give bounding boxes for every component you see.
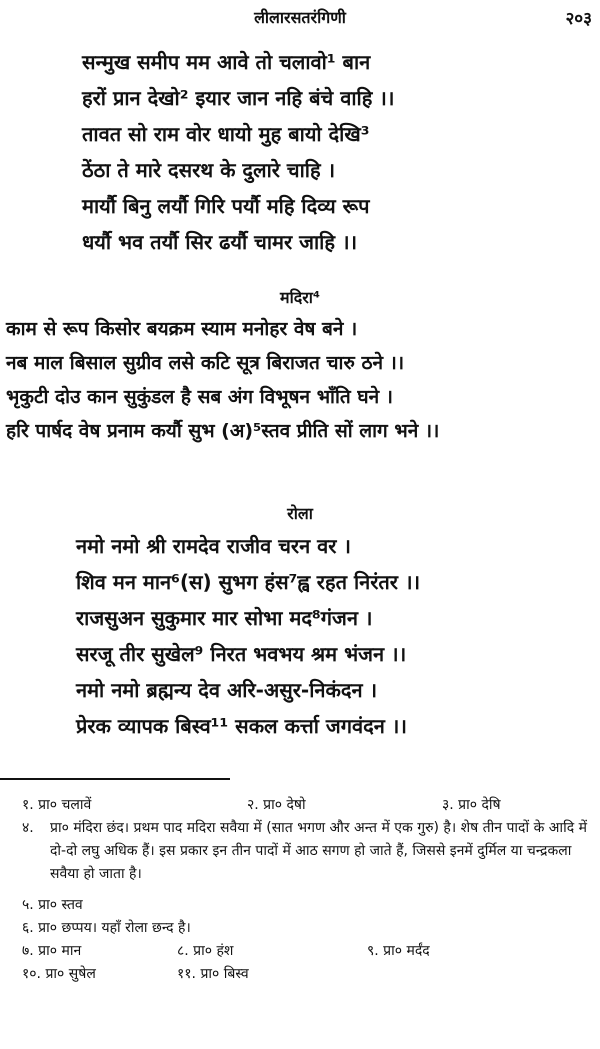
meter-heading: मदिरा⁴ xyxy=(280,288,320,307)
verse-line: राजसुअन सुकुमार मार सोभा मद⁸गंजन । xyxy=(76,606,373,630)
footnote-9: ९. प्रा० मर्दंद xyxy=(367,943,430,959)
footnote-row xyxy=(22,917,592,940)
verse-line: धर्यौ भव तर्यौ सिर ढर्यौ चामर जाहि ।। xyxy=(82,230,358,254)
rola-section xyxy=(0,500,600,744)
footnote-6: ६. प्रा० छप्पय। यहाँ रोला छन्द है। xyxy=(22,920,191,936)
footnote-row xyxy=(22,940,592,963)
footnote-row xyxy=(22,894,592,917)
stanza-one xyxy=(0,44,600,260)
footnote-11: ११. प्रा० बिस्व xyxy=(177,966,249,982)
verse-line: ठेंठा ते मारे दसरथ के दुलारे चाहि । xyxy=(82,158,336,182)
verse-line: हरों प्रान देखो² इयार जान नहि बंचे वाहि ।। xyxy=(82,86,395,110)
running-title: लीलारसतरंगिणी xyxy=(254,8,346,27)
verse-line: सरजू तीर सुखेल⁹ निरत भवभय श्रम भंजन ।। xyxy=(76,642,407,666)
verse-line: शिव मन मान⁶(स) सुभग हंस⁷ह्व रहत निरंतर ।। xyxy=(76,570,421,594)
page-number: २०३ xyxy=(565,9,592,29)
verse-line: हरि पार्षद वेष प्रनाम कर्यौ सुभ (अ)⁵स्तव प्रीति सों लाग भने ।। xyxy=(6,420,440,442)
madira-section xyxy=(0,284,600,448)
verse-line: नमो नमो श्री रामदेव राजीव चरन वर । xyxy=(76,534,351,558)
verse-line: नमो नमो ब्रह्मन्य देव अरि-असुर-निकंदन । xyxy=(76,678,378,702)
footnote-divider xyxy=(0,778,230,780)
footnote-1: १. प्रा० चलावें xyxy=(22,797,92,813)
footnote-4-text: प्रा० मंदिरा छंद। प्रथम पाद मदिरा सवैया में (सात भगण और अन्त में एक गुरु) है। शेष तीन पादों के आदि में दो-दो लघु अधिक हैं। इस प्रकार इन तीन पादों में आठ सगण हो जाते हैं, जिससे इनमें दुर्मिल या चन्द्रकला सवैया हो जाता है। xyxy=(50,820,587,882)
verse-line: मार्यौ बिनु लर्यौ गिरि पर्यौ महि दिव्य रूप xyxy=(82,194,370,218)
verse-line: प्रेरक व्यापक बिस्व¹¹ सकल कर्त्ता जगवंदन ।। xyxy=(76,714,407,738)
rola-lines xyxy=(0,528,600,744)
footnote-4-number: ४. xyxy=(22,820,34,836)
verse-line: तावत सो राम वोर धायो मुह बायो देखि³ xyxy=(82,122,370,146)
footnote-10: १०. प्रा० सुषेल xyxy=(22,966,96,982)
footnote-row xyxy=(22,963,592,986)
footnotes xyxy=(22,794,592,986)
footnote-4 xyxy=(22,817,592,886)
verse-line: नब माल बिसाल सुग्रीव लसे कटि सूत्र बिराजत चारु ठने ।। xyxy=(6,352,405,374)
footnote-8: ८. प्रा० हंश xyxy=(177,943,234,959)
madira-lines xyxy=(0,312,600,448)
footnote-row xyxy=(22,794,592,817)
footnote-2: २. प्रा० देषो xyxy=(247,797,306,813)
verse-line: सन्मुख समीप मम आवे तो चलावो¹ बान xyxy=(82,50,371,74)
footnote-7: ७. प्रा० मान xyxy=(22,943,82,959)
footnote-3: ३. प्रा० देषि xyxy=(442,797,501,813)
verse-line: भृकुटी दोउ कान सुकुंडल है सब अंग विभूषन भाँति घने । xyxy=(6,386,393,408)
page-header xyxy=(0,6,600,30)
verse-line: काम से रूप किसोर बयक्रम स्याम मनोहर वेष बने । xyxy=(6,318,358,340)
footnote-5: ५. प्रा० स्तव xyxy=(22,897,83,913)
meter-heading: रोला xyxy=(287,504,313,523)
